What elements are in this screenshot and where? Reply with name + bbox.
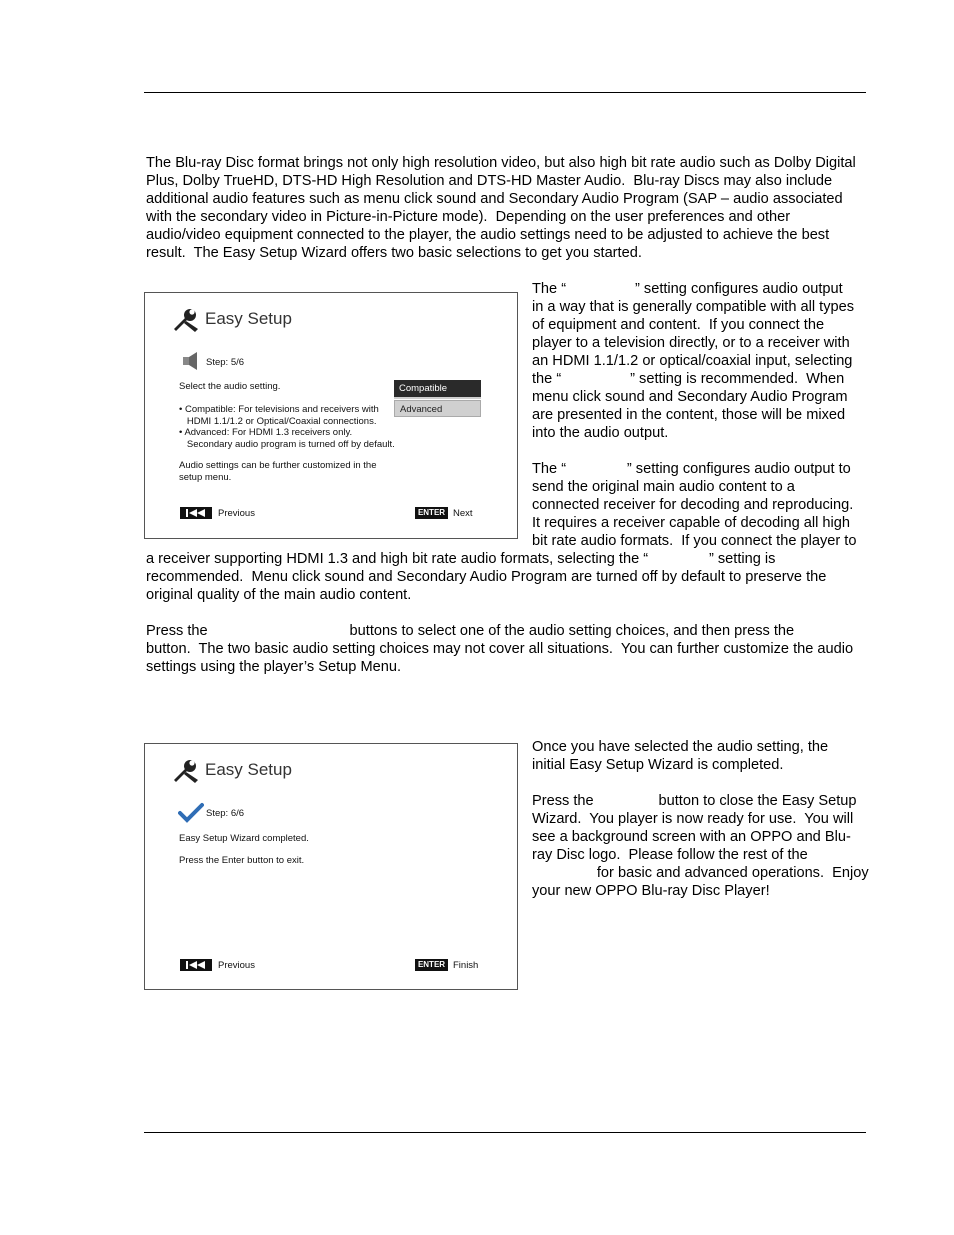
option-compatible[interactable]: Compatible [394,380,481,399]
next-label: Next [453,508,473,519]
previous-label: Previous [218,960,255,971]
header-rule [144,92,866,93]
speaker-icon [181,351,201,371]
completed-text: Easy Setup Wizard completed. [179,833,309,844]
full-width-paragraph: a receiver supporting HDMI 1.3 and high bit rate audio formats, selecting the “ ” setting is recommended. Menu click sound and Secondary Audio Program are turned off by default to preserve the original quality of the main audio content. Press the buttons to select one of the audio setting choices, and then press the button. The two basic audio setting choices may not cover all situations. You can further customize the audio settings using the player’s Setup Menu. [146,551,854,675]
easy-setup-screen-step6 [144,743,518,990]
enter-icon[interactable]: ENTER [415,507,448,519]
previous-icon[interactable] [180,959,212,971]
finish-label: Finish [453,960,479,971]
wrench-icon [171,758,201,784]
exit-instruction: Press the Enter button to exit. [179,855,305,866]
screen-title: Easy Setup [205,760,292,779]
easy-setup-screen-step5 [144,292,518,539]
step-label: Step: 6/6 [206,808,245,819]
previous-label: Previous [218,508,255,519]
right-column-paragraph-2: Once you have selected the audio setting, the initial Easy Setup Wizard is completed. Press the button to close the Easy Setup Wizard. You player is now ready for use. You will see a background screen with an OPPO and Blu- ray Disc logo. Please follow the rest of the for basic and advanced operations. Enjoy your new OPPO Blu-ray Disc Player! [532,739,869,899]
wrench-icon [171,307,201,333]
intro-paragraph: The Blu-ray Disc format brings not only high resolution video, but also high bit rate audio such as Dolby Digital Plus, Dolby TrueHD, DTS-HD High Resolution and DTS-HD Master Audio. Blu-ray Discs may also include additional audio features such as menu click sound and Secondary Audio Program (SAP – audio associated with the secondary video in Picture-in-Picture mode). Depending on the user preferences and other audio/video equipment connected to the player, the audio settings need to be adjusted to achieve the best result. The Easy Setup Wizard offers two basic selections to get you started. [146,155,856,261]
previous-icon[interactable] [180,507,212,519]
option-advanced[interactable]: Advanced [394,400,481,417]
screen-title: Easy Setup [205,309,292,328]
footer-rule [144,1132,866,1133]
note-text: Audio settings can be further customized in the setup menu. [179,460,377,483]
right-column-paragraph-1: The “ ” setting configures audio output in a way that is generally compatible with all types of equipment and content. If you connect the player to a television directly, or to a receiver with an HDMI 1.1/1.2 or optical/coaxial input, selecting the “ ” setting is recommended. When menu click sound and Secondary Audio Program are presented in the content, those will be mixed into the audio output. The “ ” setting configures audio output to send the original main audio content to a connected receiver for decoding and reproducing. It requires a receiver capable of decoding all high bit rate audio formats. If you connect the player to [532,281,857,549]
enter-icon[interactable]: ENTER [415,959,448,971]
option-descriptions: • Compatible: For televisions and receivers with HDMI 1.1/1.2 or Optical/Coaxial connections. • Advanced: For HDMI 1.3 receivers only. Secondary audio program is turned off by default. [179,404,395,450]
prompt-text: Select the audio setting. [179,381,281,392]
checkmark-icon [178,802,204,824]
step-label: Step: 5/6 [206,357,245,368]
